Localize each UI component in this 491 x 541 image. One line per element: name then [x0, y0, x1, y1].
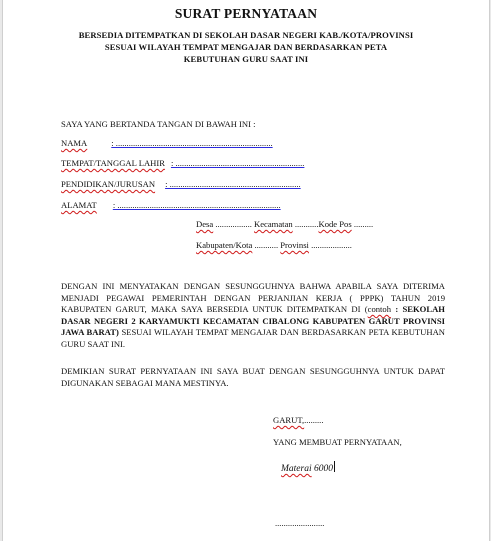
closing-paragraph: DEMIKIAN SURAT PERNYATAAN INI SAYA BUAT DENGAN SESUNGGUHNYA UNTUK DAPAT DIGUNAKAN SEBAGAI MANA MESTINYA. — [61, 366, 445, 388]
document-title: SURAT PERNYATAAN — [174, 6, 318, 21]
field-label: TEMPAT/TANGGAL LAHIR — [61, 158, 165, 168]
desa-dots: ................. — [215, 219, 252, 229]
text-cursor — [334, 461, 335, 472]
field-value: : ............................................................ — [170, 158, 305, 168]
signature-maker: YANG MEMBUAT PERNYATAAN, — [273, 437, 402, 447]
signature-place — [273, 415, 323, 425]
address-line-1 — [196, 219, 373, 229]
kecamatan-dots: ........... — [294, 219, 319, 229]
place-dots: ......... — [304, 415, 324, 425]
address-line-2 — [196, 240, 352, 250]
field-nama — [61, 138, 273, 148]
intro-label: SAYA YANG BERTANDA TANGAN DI BAWAH INI : — [61, 119, 256, 129]
field-value: : ............................................................................ — [112, 200, 281, 210]
kabupaten-label: Kabupaten/Kota — [196, 240, 253, 250]
field-value: : ......................................................................... — [111, 138, 273, 148]
field-alamat — [61, 200, 281, 210]
statement-text-2: SESUAI WILAYAH TEMPAT MENGAJAR DAN BERDASARKAN PETA KEBUTUHAN GURU SAAT INI. — [61, 327, 445, 349]
kecamatan-label: Kecamatan — [254, 219, 293, 229]
kodepos-label: Kode Pos — [318, 219, 352, 229]
school-name-bold: : SEKOLAH DASAR NEGERI 2 KARYAMUKTI KECAMATAN CIBALONG KABUPATEN GARUT PROVINSI JAWA BARAT) — [61, 304, 445, 338]
field-ttl — [61, 158, 304, 168]
desa-label: Desa — [196, 219, 214, 229]
provinsi-label: Provinsi — [280, 240, 309, 250]
materai-word: Materai — [281, 464, 312, 474]
signature-name-line: ....................... — [275, 518, 325, 528]
statement-text-1: DENGAN INI MENYATAKAN DENGAN SESUNGGUHNYA BAHWA APABILA SAYA DITERIMA MENJADI PEGAWAI PEMERINTAH DENGAN PERJANJIAN KERJA ( PPPK) TAHUN 2019 KABUPATEN GARUT, MAKA SAYA BERSEDIA UNTUK DITEMPATKAN DI ( — [61, 281, 445, 315]
field-value: : ............................................................. — [165, 179, 301, 189]
statement-paragraph — [61, 281, 445, 351]
place-label: GARUT, — [273, 415, 305, 425]
contoh-word: contoh — [367, 304, 392, 315]
provinsi-dots: ................... — [311, 240, 352, 250]
materai-value: 6000 — [311, 464, 333, 474]
field-label: ALAMAT — [61, 200, 97, 210]
subtitle-line-2: SESUAI WILAYAH TEMPAT MENGAJAR DAN BERDASARKAN PETA — [104, 42, 388, 52]
field-label: PENDIDIKAN/JURUSAN — [61, 179, 156, 189]
field-pendidikan — [61, 179, 301, 189]
kabupaten-dots: ........... — [254, 240, 279, 250]
field-label: NAMA — [61, 138, 88, 148]
materai-line[interactable] — [281, 458, 335, 476]
kodepos-dots: ......... — [353, 219, 374, 229]
document-page[interactable] — [2, 0, 490, 541]
subtitle-line-3: KEBUTUHAN GURU SAAT INI — [183, 54, 309, 64]
intro-text — [61, 119, 256, 129]
subtitle-line-1: BERSEDIA DITEMPATKAN DI SEKOLAH DASAR NEGERI KAB./KOTA/PROVINSI — [78, 30, 414, 40]
